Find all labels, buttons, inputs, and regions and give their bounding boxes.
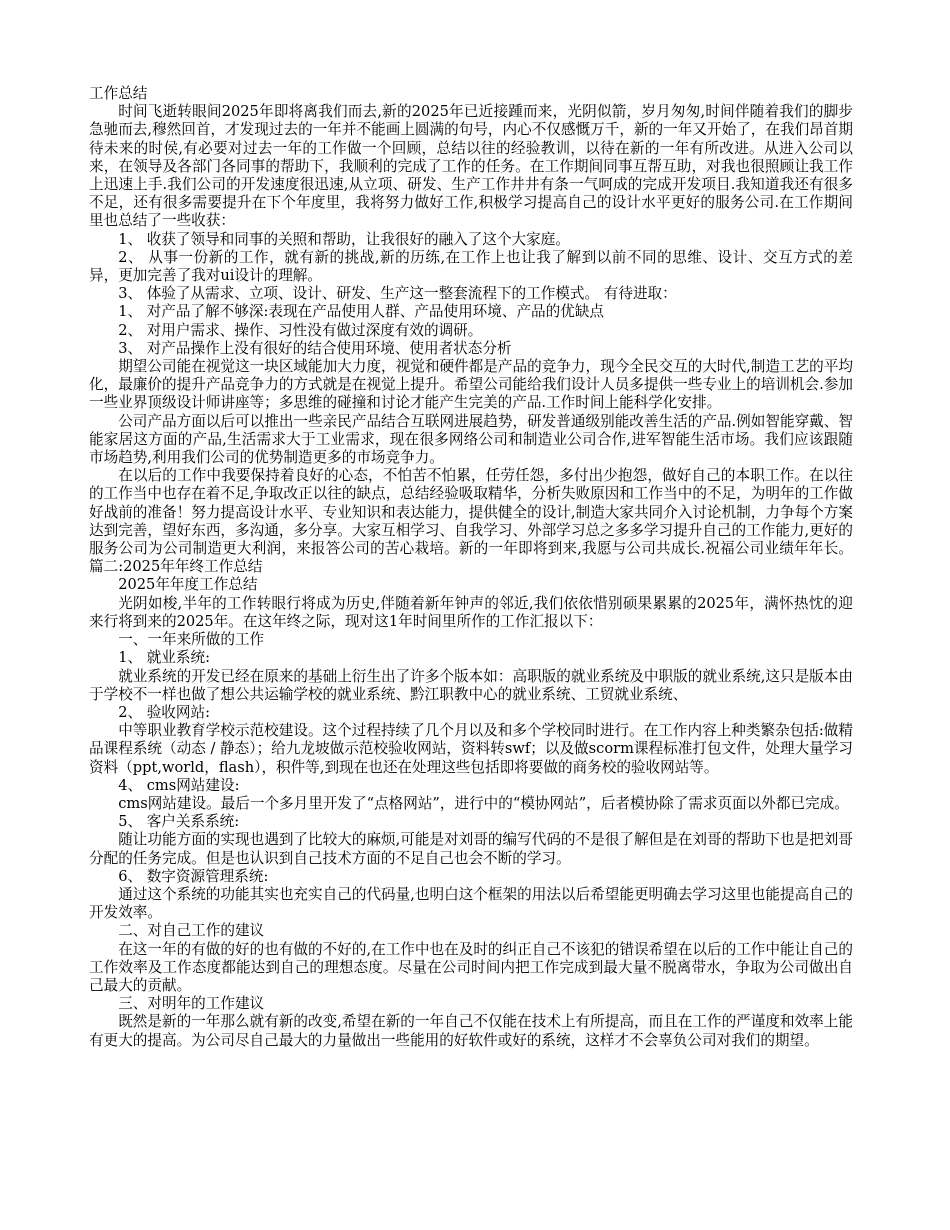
section-heading: 2025年年度工作总结	[118, 576, 258, 594]
paragraph: 公司产品方面以后可以推出一些亲民产品结合互联网进展趋势，研发普通级别能改善生活的产品.例如智能穿戴、智能家居这方面的产品,生活需求大于工业需求，现在很多网络公司和制造业公司合作,进军智能生活市场。我们应该跟随市场趋势,利用我们公司的优势制造更多的市场竞争力。	[89, 412, 853, 467]
paragraph: 在这一年的有做的好的也有做的不好的,在工作中也在及时的纠正自己不该犯的错误希望在以后的工作中能让自己的工作效率及工作态度都能达到自己的理想态度。尽量在公司时间内把工作完成到最大量不脱离带水，争取为公司做出自己最大的贡献。	[89, 940, 853, 994]
list-item: 3、 对产品操作上没有很好的结合使用环境、使用者状态分析	[118, 339, 512, 357]
list-item: 2、 从事一份新的工作，就有新的挑战,新的历练,在工作上也让我了解到以前不同的思维、设计、交互方式的差异，更加完善了我对ui设计的理解。	[89, 248, 853, 285]
paragraph: 既然是新的一年那么就有新的改变,希望在新的一年自己不仅能在技术上有所提高，而且在工作的严谨度和效率上能有更大的提高。为公司尽自己最大的力量做出一些能用的好软件或好的系统，这样才不会辜负公司对我们的期望。	[89, 1013, 853, 1049]
paragraph: 通过这个系统的功能其实也充实自己的代码量,也明白这个框架的用法以后希望能更明确去学习这里也能提高自己的开发效率。	[89, 885, 853, 922]
document-title: 工作总结	[89, 85, 148, 102]
section-heading: 三、对明年的工作建议	[118, 995, 265, 1013]
paragraph: 光阴如梭,半年的工作转眼行将成为历史,伴随着新年钟声的邻近,我们依依惜别硕果累累的2025年，满怀热忱的迎来行将到来的2025年。在这年终之际，现对这1年时间里所作的工作汇报以下：	[89, 594, 853, 630]
paragraph: 就业系统的开发已经在原来的基础上衍生出了许多个版本如：高职版的就业系统及中职版的就业系统,这只是版本由于学校不一样也做了想公共运输学校的就业系统、黔江职教中心的就业系统、工贸就业系统、	[89, 667, 853, 703]
subsection-heading: 4、 cms网站建设:	[118, 776, 240, 794]
paragraph: 中等职业教育学校示范校建设。这个过程持续了几个月以及和多个学校同时进行。在工作内容上种类繁杂包括:做精品课程系统（动态 / 静态）；给九龙坡做示范校验收网站，资料转swf；以及做scorm课程标准打包文件，处理大量学习资料（ppt,world，flash），积件等,到现在也还在处理这些包括即将要做的商务校的验收网站等。	[89, 722, 853, 776]
list-item: 3、 体验了从需求、立项、设计、研发、生产这一整套流程下的工作模式。 有待进取：	[118, 285, 677, 303]
paragraph: 在以后的工作中我要保持着良好的心态，不怕苦不怕累，任劳任怨，多付出少抱怨，做好自己的本职工作。在以往的工作当中也存在着不足,争取改正以往的缺点，总结经验吸取精华，分析失败原因和工作当中的不足，为明年的工作做好战前的准备！努力提高设计水平、专业知识和表达能力，提供健全的设计,制造大家共同介入讨论机制，力争每个方案达到完善，望好东西，多沟通，多分享。大家互相学习、自我学习、外部学习总之多多学习提升自己的工作能力,更好的服务公司为公司制造更大利润，来报答公司的苦心栽培。新的一年即将到来,我愿与公司共成长.祝福公司业绩年年长。篇二:2025年年终工作总结	[89, 467, 853, 576]
list-item: 1、 对产品了解不够深:表现在产品使用人群、产品使用环境、产品的优缺点	[118, 303, 605, 321]
paragraph: cms网站建设。最后一个多月里开发了“点格网站”，进行中的“模协网站”，后者模协除了需求页面以外都已完成。	[118, 794, 849, 812]
subsection-heading: 2、 验收网站:	[118, 703, 210, 721]
paragraph: 时间飞逝转眼间2025年即将离我们而去,新的2025年已近接踵而来，光阴似箭，岁月匆匆,时间伴随着我们的脚步急驰而去,穆然回首，才发现过去的一年并不能画上圆满的句号，内心不仅感慨万千，新的一年又开始了，在我们昂首期待未来的时侯,有必要对过去一年的工作做一个回顾，总结以往的经验教训，以待在新的一年有所改进。从进入公司以来，在领导及各部门各同事的帮助下，我顺利的完成了工作的任务。在工作期间同事互帮互助，对我也很照顾让我工作上迅速上手.我们公司的开发速度很迅速,从立项、研发、生产工作井井有条一气呵成的完成开发项目.我知道我还有很多不足，还有很多需要提升在下个年度里，我将努力做好工作,积极学习提高自己的设计水平更好的服务公司.在工作期间里也总结了一些收获：	[89, 103, 853, 230]
section-heading: 二、对自己工作的建议	[118, 922, 265, 940]
subsection-heading: 1、 就业系统:	[118, 649, 210, 667]
subsection-heading: 5、 客户关系系统:	[118, 813, 240, 831]
section-heading: 一、一年来所做的工作	[118, 631, 265, 649]
subsection-heading: 6、 数字资源管理系统:	[118, 867, 269, 885]
paragraph: 随让功能方面的实现也遇到了比较大的麻烦,可能是对刘哥的编写代码的不是很了解但是在刘哥的帮助下也是把刘哥分配的任务完成。但是也认识到自己技术方面的不足自己也会不断的学习。	[89, 831, 853, 867]
list-item: 1、 收获了领导和同事的关照和帮助，让我很好的融入了这个大家庭。	[118, 230, 570, 248]
document-body	[89, 85, 853, 1050]
paragraph: 期望公司能在视觉这一块区域能加大力度，视觉和硬件都是产品的竞争力，现今全民交互的大时代,制造工艺的平均化，最廉价的提升产品竞争力的方式就是在视觉上提升。希望公司能给我们设计人员多提供一些专业上的培训机会.参加一些业界顶级设计师讲座等；多思维的碰撞和讨论才能产生完美的产品.工作时间上能科学化安排。	[89, 358, 853, 412]
list-item: 2、 对用户需求、操作、习性没有做过深度有效的调研。	[118, 321, 483, 339]
